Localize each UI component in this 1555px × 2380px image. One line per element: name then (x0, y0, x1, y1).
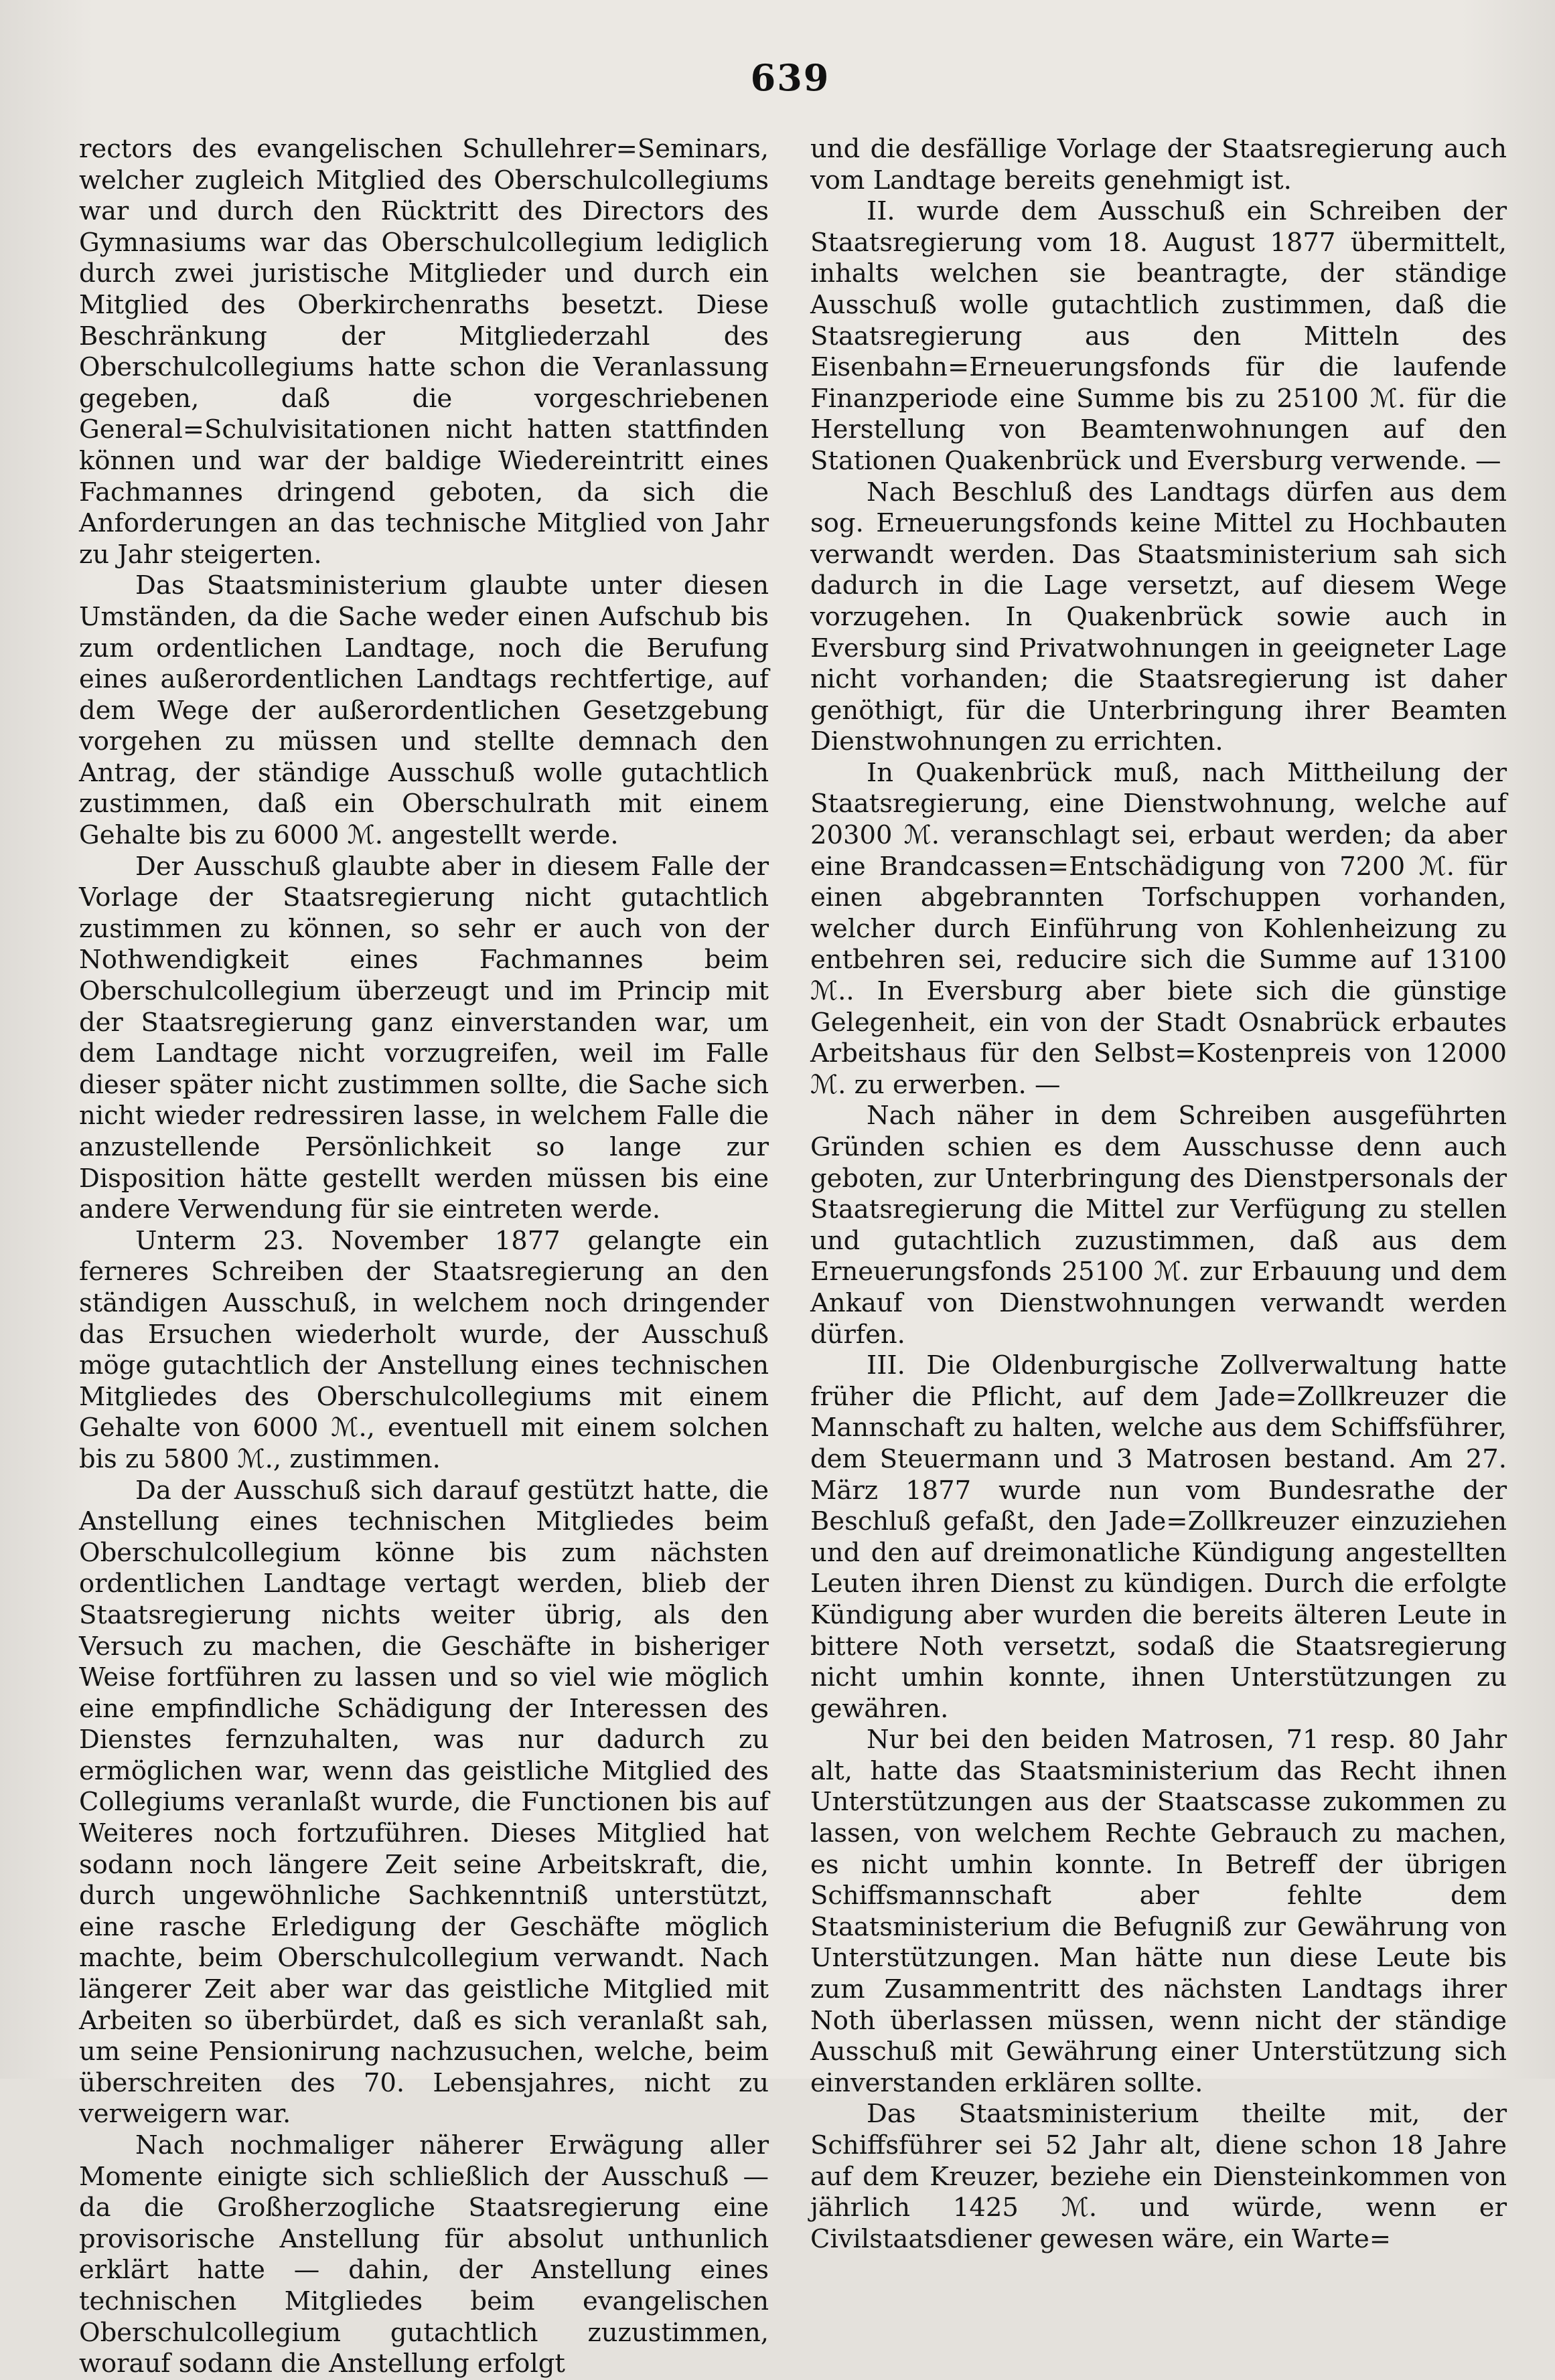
paragraph: III. Die Oldenburgische Zollverwaltung hatte früher die Pflicht, auf dem Jade=Zollkreuzer die Mannschaft zu halten, welche aus dem Schiffsführer, dem Steuermann und 3 Matrosen bestand. Am 27. März 1877 wurde nun vom Bundesrathe der Beschluß gefaßt, den Jade=Zollkreuzer einzuziehen und den auf dreimonatliche Kündigung angestellten Leuten ihren Dienst zu kündigen. Durch die erfolgte Kündigung aber wurden die bereits älteren Leute in bittere Noth versetzt, sodaß die Staatsregierung nicht umhin konnte, ihnen Unterstützungen zu gewähren. (810, 1350, 1507, 1724)
paragraph: In Quakenbrück muß, nach Mittheilung der Staatsregierung, eine Dienstwohnung, welche auf 20300 ℳ. veranschlagt sei, erbaut werden; da aber eine Brandcassen=Entschädigung von 7200 ℳ. für einen abgebrannten Torfschuppen vorhanden, welcher durch Einführung von Kohlenheizung zu entbehren sei, reducire sich die Summe auf 13100 ℳ.. In Eversburg aber biete sich die günstige Gelegenheit, ein von der Stadt Osnabrück erbautes Arbeitshaus für den Selbst=Kostenpreis von 12000 ℳ. zu erwerben. — (810, 757, 1507, 1100)
page-number: 639 (750, 56, 830, 99)
paragraph: Das Staatsministerium theilte mit, der Schiffsführer sei 52 Jahr alt, diene schon 18 Jahre auf dem Kreuzer, beziehe ein Diensteinkommen von jährlich 1425 ℳ. und würde, wenn er Civilstaatsdiener gewesen wäre, ein Warte= (810, 2099, 1507, 2254)
left-column (79, 134, 769, 2379)
paragraph: Da der Ausschuß sich darauf gestützt hatte, die Anstellung eines technischen Mitgliedes beim Oberschulcollegium könne bis zum nächsten ordentlichen Landtage vertagt werden, blieb der Staatsregierung nichts weiter übrig, als den Versuch zu machen, die Geschäfte in bisheriger Weise fortführen zu lassen und so viel wie möglich eine empfindliche Schädigung der Interessen des Dienstes fernzuhalten, was nur dadurch zu ermöglichen war, wenn das geistliche Mitglied des Collegiums veranlaßt wurde, die Functionen bis auf Weiteres noch fortzuführen. Dieses Mitglied hat sodann noch längere Zeit seine Arbeitskraft, die, durch ungewöhnliche Sachkenntniß unterstützt, eine rasche Erledigung der Geschäfte möglich machte, beim Oberschulcollegium verwandt. Nach längerer Zeit aber war das geistliche Mitglied mit Arbeiten so überbürdet, daß es sich veranlaßt sah, um seine Pensionirung nachzusuchen, welche, beim überschreiten des 70. Lebensjahres, nicht zu verweigern war. (79, 1475, 769, 2130)
paragraph: Nach nochmaliger näherer Erwägung aller Momente einigte sich schließlich der Ausschuß — da die Großherzogliche Staatsregierung eine provisorische Anstellung für absolut unthunlich erklärt hatte — dahin, der Anstellung eines technischen Mitgliedes beim evangelischen Oberschulcollegium gutachtlich zuzustimmen, worauf sodann die Anstellung erfolgt (79, 2130, 769, 2379)
paragraph: rectors des evangelischen Schullehrer=Seminars, welcher zugleich Mitglied des Oberschulcollegiums war und durch den Rücktritt des Directors des Gymnasiums war das Oberschulcollegium lediglich durch zwei juristische Mitglieder und durch ein Mitglied des Oberkirchenraths besetzt. Diese Beschränkung der Mitgliederzahl des Oberschulcollegiums hatte schon die Veranlassung gegeben, daß die vorgeschriebenen General=Schulvisitationen nicht hatten stattfinden können und war der baldige Wiedereintritt eines Fachmannes dringend geboten, da sich die Anforderungen an das technische Mitglied von Jahr zu Jahr steigerten. (79, 134, 769, 570)
paragraph: Der Ausschuß glaubte aber in diesem Falle der Vorlage der Staatsregierung nicht gutachtlich zustimmen zu können, so sehr er auch von der Nothwendigkeit eines Fachmannes beim Oberschulcollegium überzeugt und im Princip mit der Staatsregierung ganz einverstanden war, um dem Landtage nicht vorzugreifen, weil im Falle dieser später nicht zustimmen sollte, die Sache sich nicht wieder redressiren lasse, in welchem Falle die anzustellende Persönlichkeit so lange zur Disposition hätte gestellt werden müssen bis eine andere Verwendung für sie eintreten werde. (79, 851, 769, 1225)
paragraph: Nach näher in dem Schreiben ausgeführten Gründen schien es dem Ausschusse denn auch geboten, zur Unterbringung des Dienstpersonals der Staatsregierung die Mittel zur Verfügung zu stellen und gutachtlich zuzustimmen, daß aus dem Erneuerungsfonds 25100 ℳ. zur Erbauung und dem Ankauf von Dienstwohnungen verwandt werden dürfen. (810, 1101, 1507, 1350)
paragraph: II. wurde dem Ausschuß ein Schreiben der Staatsregierung vom 18. August 1877 übermittelt, inhalts welchen sie beantragte, der ständige Ausschuß wolle gutachtlich zustimmen, daß die Staatsregierung aus den Mitteln des Eisenbahn=Erneuerungsfonds für die laufende Finanzperiode eine Summe bis zu 25100 ℳ. für die Herstellung von Beamtenwohnungen auf den Stationen Quakenbrück und Eversburg verwende. — (810, 196, 1507, 476)
column-gutter (782, 137, 783, 2039)
paragraph: Nur bei den beiden Matrosen, 71 resp. 80 Jahr alt, hatte das Staatsministerium das Recht ihnen Unterstützungen aus der Staatscasse zukommen zu lassen, von welchem Rechte Gebrauch zu machen, es nicht umhin konnte. In Betreff der übrigen Schiffsmannschaft aber fehlte dem Staatsministerium die Befugniß zur Gewährung von Unterstützungen. Man hätte nun diese Leute bis zum Zusammentritt des nächsten Landtags ihrer Noth überlassen müssen, wenn nicht der ständige Ausschuß mit Gewährung einer Unterstützung sich einverstanden erklären sollte. (810, 1725, 1507, 2098)
paragraph: Das Staatsministerium glaubte unter diesen Umständen, da die Sache weder einen Aufschub bis zum ordentlichen Landtage, noch die Berufung eines außerordentlichen Landtags rechtfertige, auf dem Wege der außerordentlichen Gesetzgebung vorgehen zu müssen und stellte demnach den Antrag, der ständige Ausschuß wolle gutachtlich zustimmen, daß ein Oberschulrath mit einem Gehalte bis zu 6000 ℳ. angestellt werde. (79, 570, 769, 851)
paragraph: Nach Beschluß des Landtags dürfen aus dem sog. Erneuerungsfonds keine Mittel zu Hochbauten verwandt werden. Das Staatsministerium sah sich dadurch in die Lage versetzt, auf diesem Wege vorzugehen. In Quakenbrück sowie auch in Eversburg sind Privatwohnungen in geeigneter Lage nicht vorhanden; die Staatsregierung ist daher genöthigt, für die Unterbringung ihrer Beamten Dienstwohnungen zu errichten. (810, 477, 1507, 757)
paragraph: Unterm 23. November 1877 gelangte ein ferneres Schreiben der Staatsregierung an den ständigen Ausschuß, in welchem noch dringender das Ersuchen wiederholt wurde, der Ausschuß möge gutachtlich der Anstellung eines technischen Mitgliedes des Oberschulcollegiums mit einem Gehalte von 6000 ℳ., eventuell mit einem solchen bis zu 5800 ℳ., zustimmen. (79, 1225, 769, 1474)
paragraph: und die desfällige Vorlage der Staatsregierung auch vom Landtage bereits genehmigt ist. (810, 134, 1507, 195)
right-column (810, 134, 1507, 2254)
